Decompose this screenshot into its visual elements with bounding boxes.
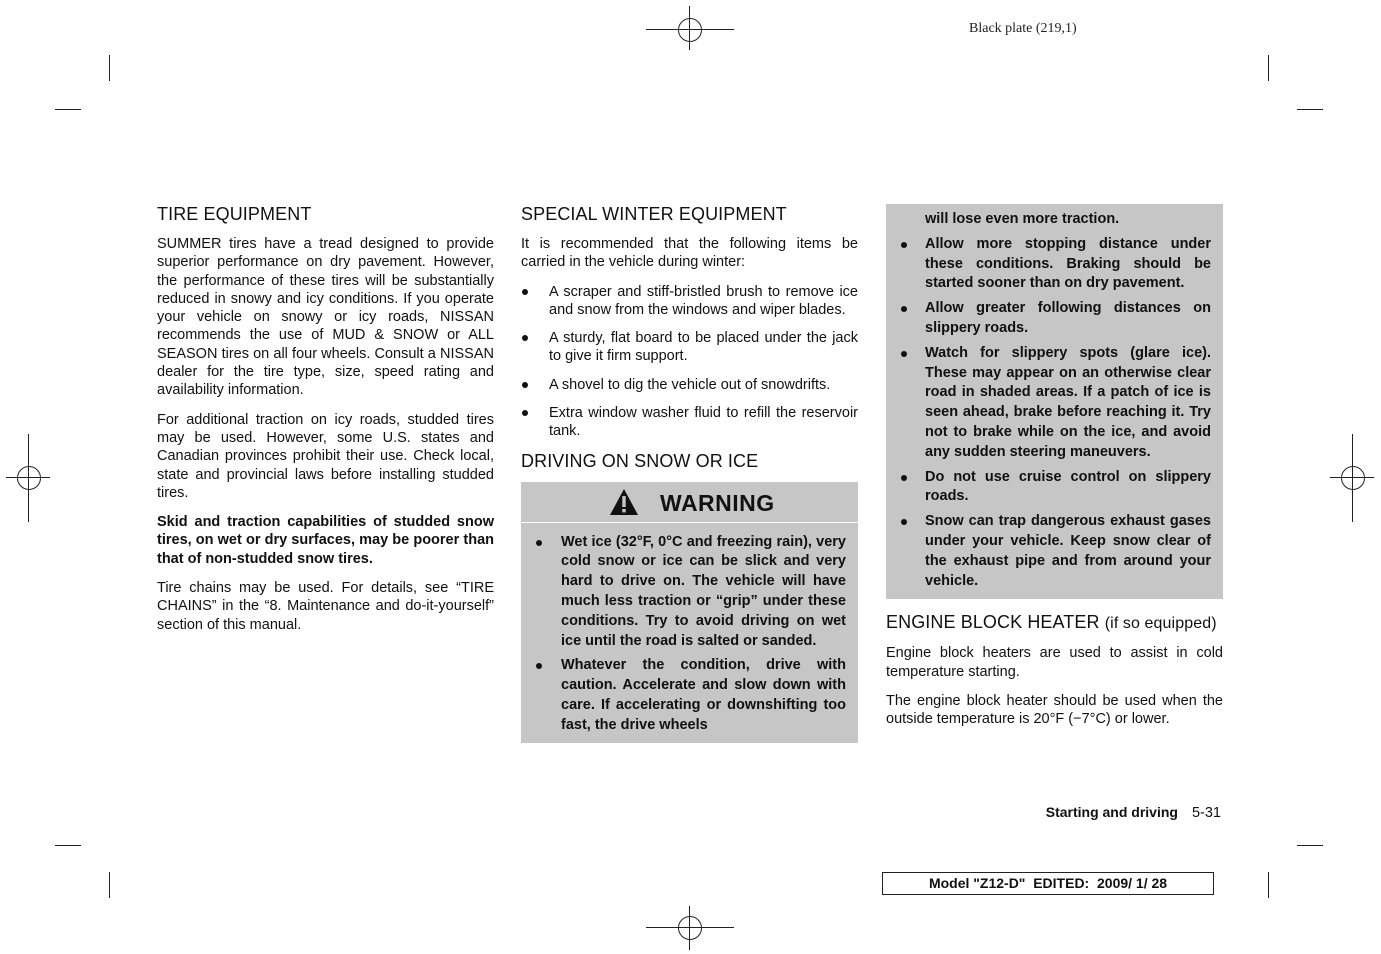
bold-paragraph: Skid and traction capabilities of studded snow tires, on wet or dry surfaces, may be poorer than that of non-studded snow tires.: [157, 514, 494, 567]
registration-circle: [1341, 466, 1365, 490]
section-heading: TIRE EQUIPMENT: [157, 204, 312, 224]
section-heading: DRIVING ON SNOW OR ICE: [521, 450, 759, 471]
heading-main: ENGINE BLOCK HEATER: [886, 612, 1100, 633]
crop-mark: [1297, 109, 1323, 110]
bullet-icon: [522, 335, 528, 341]
column-warning-continued: [886, 204, 1223, 740]
warning-item: Allow more stopping distance under these conditions. Braking should be started sooner than on dry pavement.: [898, 235, 1211, 294]
crop-mark: [55, 109, 81, 110]
plate-label: Black plate (219,1): [969, 21, 1077, 36]
list-item: A shovel to dig the vehicle out of snowdrifts.: [521, 376, 858, 394]
registration-circle: [678, 18, 702, 42]
bullet-icon: [901, 242, 907, 248]
heading-sub: (if so equipped): [1104, 615, 1217, 633]
bullet-icon: [536, 663, 542, 669]
section-heading: [886, 612, 1223, 634]
equipment-list: [521, 283, 858, 441]
bullet-icon: [901, 475, 907, 481]
section-heading: SPECIAL WINTER EQUIPMENT: [521, 204, 787, 224]
warning-item: Allow greater following distances on slippery roads.: [898, 299, 1211, 339]
list-item: Extra window washer fluid to refill the reservoir tank.: [521, 404, 858, 441]
list-item: A sturdy, flat board to be placed under the jack to give it firm support.: [521, 329, 858, 366]
bullet-icon: [901, 351, 907, 357]
crop-mark: [55, 845, 81, 846]
registration-circle: [17, 466, 41, 490]
warning-triangle-icon: [609, 488, 639, 516]
paragraph: Engine block heaters are used to assist in cold temperature starting.: [886, 645, 1223, 680]
crop-mark: [1268, 872, 1269, 898]
column-tire-equipment: [157, 204, 494, 645]
bullet-icon: [901, 519, 907, 525]
warning-item: Watch for slippery spots (glare ice). These may appear on an otherwise clear road in shaded areas. If a patch of ice is seen ahead, brake before reaching it. Try not to brake while on the ice, and avoid any sudden steering maneuvers.: [898, 344, 1211, 463]
warning-continuation: will lose even more traction.: [925, 211, 1120, 227]
paragraph: The engine block heater should be used when the outside temperature is 20°F (−7°C) or lower.: [886, 692, 1223, 728]
bullet-icon: [901, 306, 907, 312]
warning-list: [533, 533, 846, 736]
crop-mark: [1297, 845, 1323, 846]
crop-mark: [1268, 55, 1269, 81]
page-number: 5-31: [1191, 805, 1221, 821]
paragraph: SUMMER tires have a tread designed to provide superior performance on dry pavement. However, the performance of these tires will be substantially reduced in snowy and icy conditions. If you operate your vehicle on snowy or icy roads, NISSAN recommends the use of MUD & SNOW or ALL SEASON tires on all four wheels. Consult a NISSAN dealer for the tire type, size, speed rating and availability information.: [157, 236, 494, 399]
crop-mark: [109, 872, 110, 898]
bullet-icon: [522, 289, 528, 295]
bullet-icon: [522, 382, 528, 388]
paragraph: Tire chains may be used. For details, see “TIRE CHAINS” in the “8. Maintenance and do-it-yourself” section of this manual.: [157, 580, 494, 633]
warning-item: Do not use cruise control on slippery roads.: [898, 468, 1211, 508]
model-edit-box: Model "Z12-D" EDITED: 2009/ 1/ 28: [882, 872, 1214, 895]
list-item: A scraper and stiff-bristled brush to remove ice and snow from the windows and wiper blades.: [521, 283, 858, 320]
bullet-icon: [522, 410, 528, 416]
warning-body: [521, 523, 858, 743]
warning-box: [521, 482, 858, 743]
bullet-icon: [536, 540, 542, 546]
crop-mark: [109, 55, 110, 81]
warning-header: [521, 482, 858, 523]
warning-list: [898, 235, 1211, 592]
paragraph: It is recommended that the following items be carried in the vehicle during winter:: [521, 236, 858, 271]
page-footer: [1046, 804, 1221, 821]
warning-item: Wet ice (32°F, 0°C and freezing rain), very cold snow or ice can be slick and very hard to drive on. The vehicle will have much less traction or “grip” under these conditions. Try to avoid driving on wet ice until the road is salted or sanded.: [533, 533, 846, 652]
registration-circle: [678, 916, 702, 940]
column-winter-equipment: [521, 204, 858, 743]
warning-title: WARNING: [660, 489, 775, 516]
warning-item: Whatever the condition, drive with caution. Accelerate and slow down with care. If accelerating or downshifting too fast, the drive wheels: [533, 656, 846, 735]
warning-item: Snow can trap dangerous exhaust gases under your vehicle. Keep snow clear of the exhaust pipe and from around your vehicle.: [898, 512, 1211, 591]
section-name: Starting and driving: [1045, 804, 1178, 820]
warning-box-continued: [886, 204, 1223, 599]
paragraph: For additional traction on icy roads, studded tires may be used. However, some U.S. states and Canadian provinces prohibit their use. Check local, state and provincial laws before installing studded tires.: [157, 411, 494, 501]
